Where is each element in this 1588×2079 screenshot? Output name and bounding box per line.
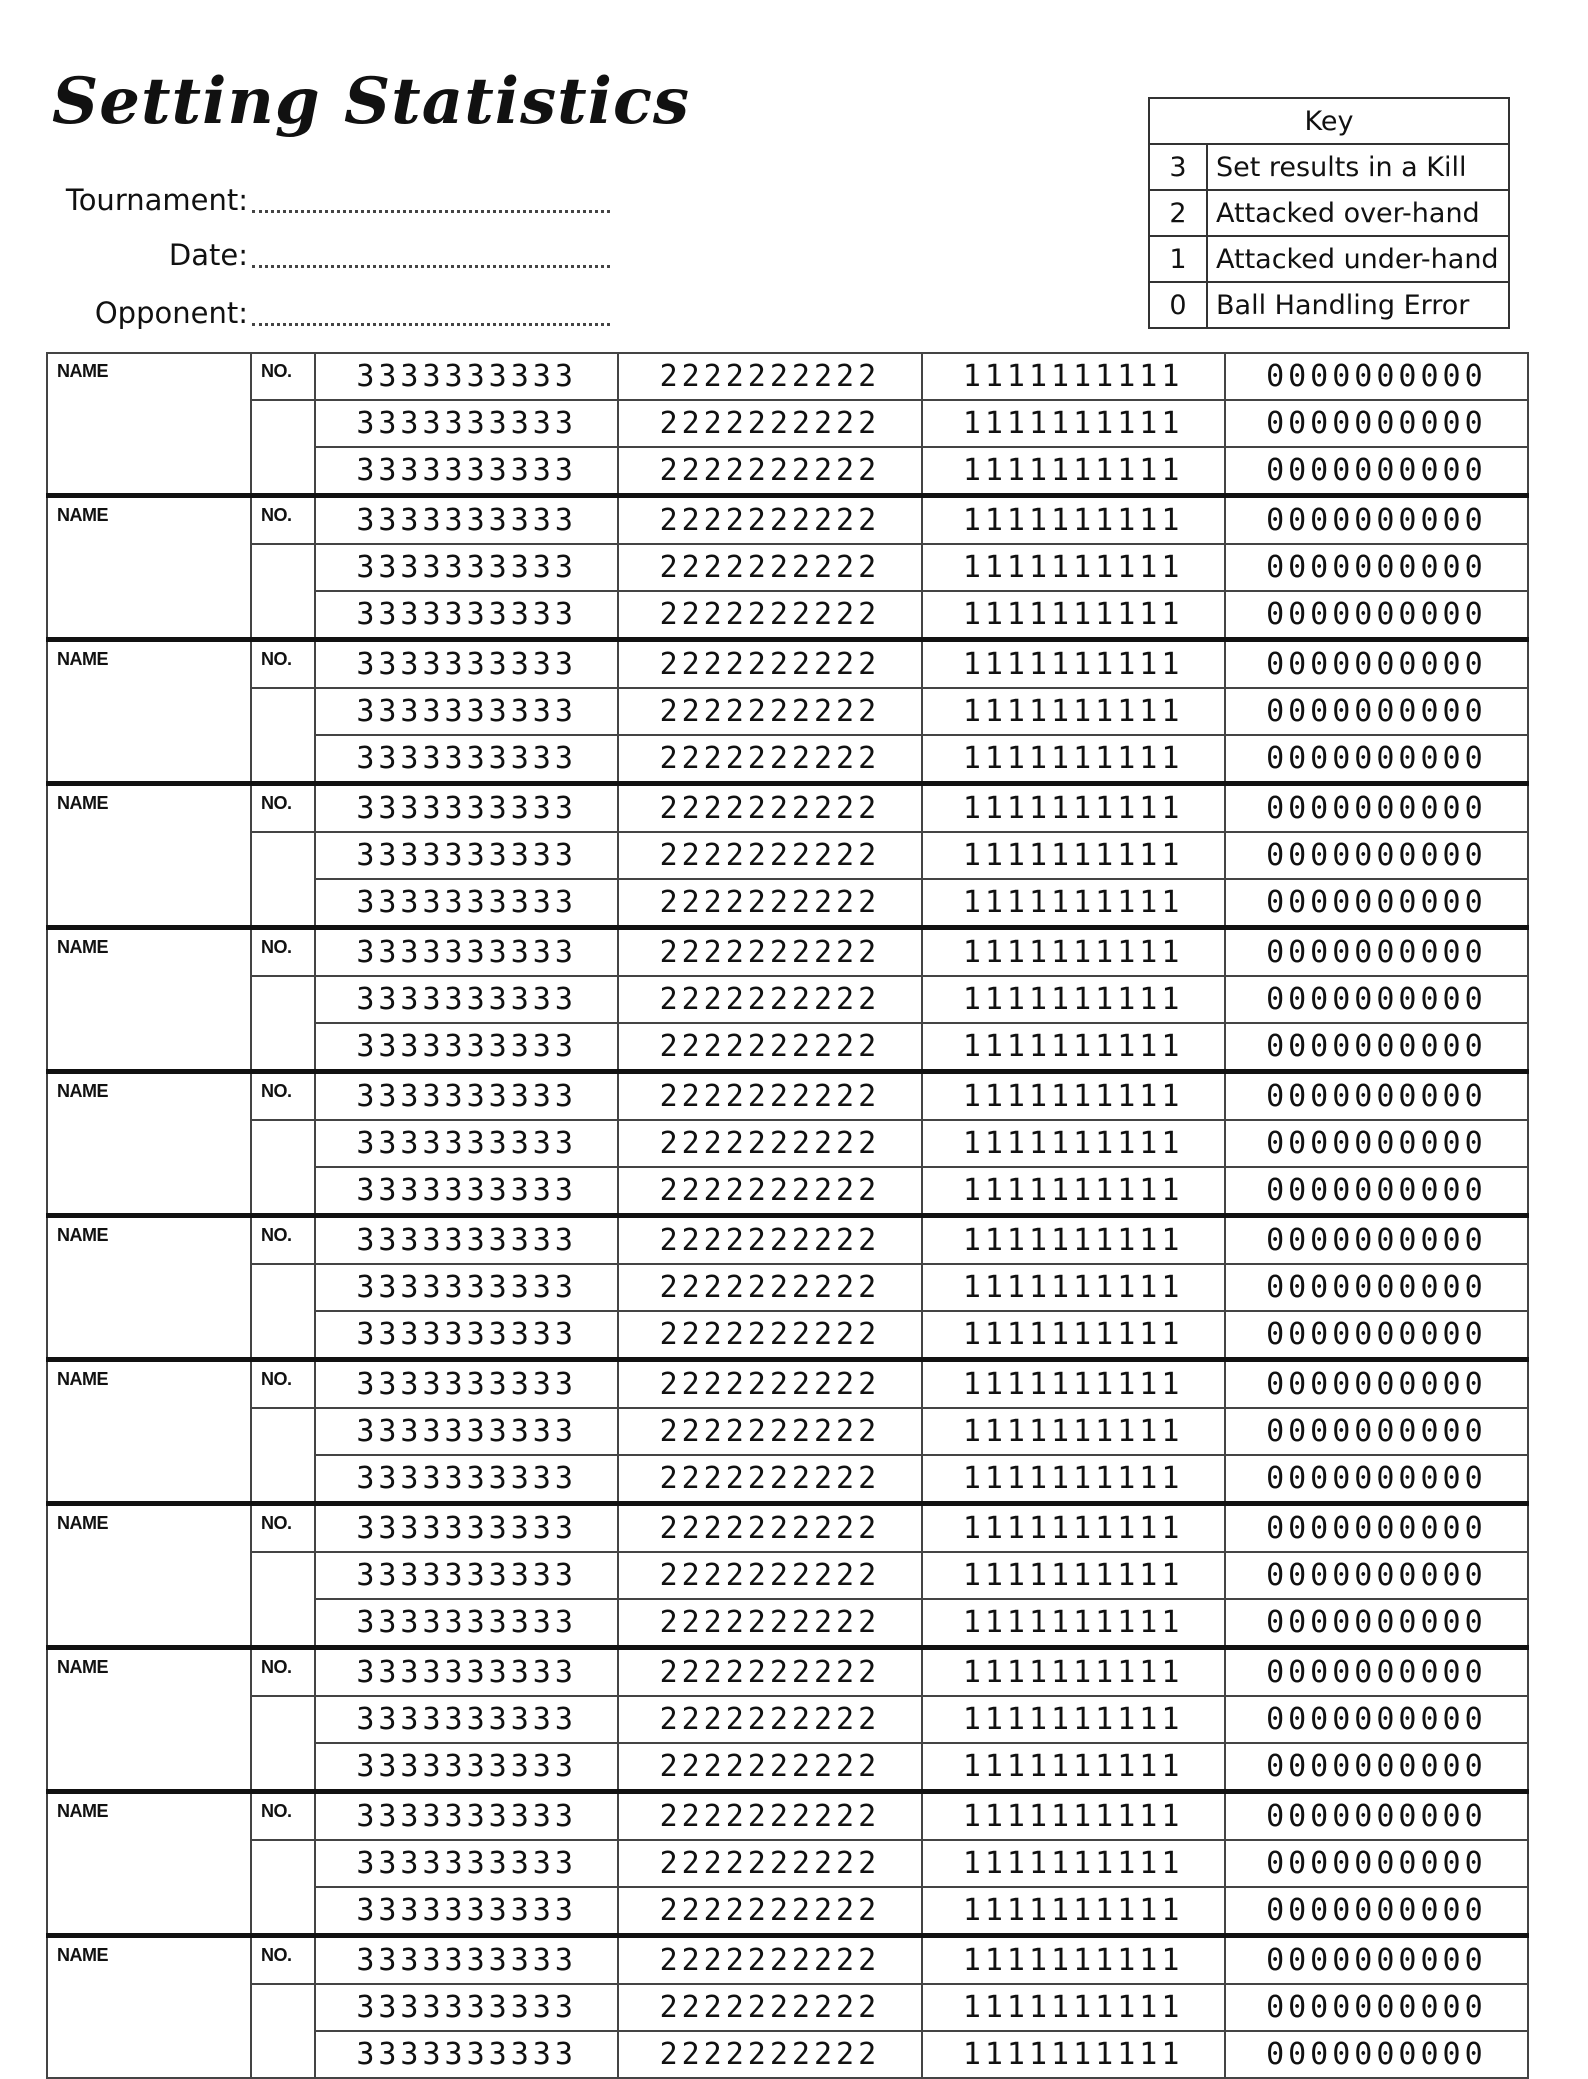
score-tally-2[interactable]: 2222222222 xyxy=(618,879,921,928)
player-name-cell[interactable] xyxy=(47,1504,251,1648)
score-tally-0[interactable]: 0000000000 xyxy=(1225,1936,1528,1985)
score-tally-0[interactable]: 0000000000 xyxy=(1225,496,1528,545)
player-row xyxy=(47,1216,1528,1265)
score-tally-0[interactable]: 0000000000 xyxy=(1225,735,1528,784)
player-row xyxy=(47,784,1528,833)
opponent-field xyxy=(50,296,610,330)
score-tally-0[interactable]: 0000000000 xyxy=(1225,688,1528,735)
score-tally-2[interactable]: 2222222222 xyxy=(618,496,921,545)
score-tally-1[interactable]: 1111111111 xyxy=(922,640,1225,689)
name-label: NAME xyxy=(57,649,108,669)
score-tally-3[interactable]: 3333333333 xyxy=(315,1504,618,1553)
score-tally-1[interactable]: 1111111111 xyxy=(922,1072,1225,1121)
score-tally-2[interactable]: 2222222222 xyxy=(618,784,921,833)
score-tally-2[interactable]: 2222222222 xyxy=(618,1264,921,1311)
score-tally-2[interactable]: 2222222222 xyxy=(618,1984,921,2031)
score-tally-3[interactable]: 3333333333 xyxy=(315,1648,618,1697)
score-tally-3[interactable]: 3333333333 xyxy=(315,1696,618,1743)
player-number-cell[interactable] xyxy=(251,928,315,977)
score-tally-1[interactable]: 1111111111 xyxy=(922,496,1225,545)
score-tally-0[interactable]: 0000000000 xyxy=(1225,447,1528,496)
score-tally-2[interactable]: 2222222222 xyxy=(618,400,921,447)
score-tally-0[interactable]: 0000000000 xyxy=(1225,1743,1528,1792)
score-tally-2[interactable]: 2222222222 xyxy=(618,640,921,689)
player-number-cell[interactable] xyxy=(251,640,315,689)
player-number-entry[interactable] xyxy=(251,1120,315,1216)
key-description: Set results in a Kill xyxy=(1207,144,1509,190)
number-label: NO. xyxy=(261,1657,292,1677)
name-label: NAME xyxy=(57,1513,108,1533)
score-tally-3[interactable]: 3333333333 xyxy=(315,353,618,400)
key-value: 2 xyxy=(1149,190,1207,236)
stats-grid xyxy=(46,352,1529,2079)
player-number-entry[interactable] xyxy=(251,1696,315,1792)
key-description: Ball Handling Error xyxy=(1207,282,1509,328)
score-tally-0[interactable]: 0000000000 xyxy=(1225,400,1528,447)
score-tally-1[interactable]: 1111111111 xyxy=(922,447,1225,496)
score-tally-1[interactable]: 1111111111 xyxy=(922,832,1225,879)
player-row xyxy=(47,1984,1528,2031)
score-tally-3[interactable]: 3333333333 xyxy=(315,1311,618,1360)
score-tally-1[interactable]: 1111111111 xyxy=(922,1840,1225,1887)
player-number-cell[interactable] xyxy=(251,1504,315,1553)
score-tally-0[interactable]: 0000000000 xyxy=(1225,1504,1528,1553)
key-row xyxy=(1149,190,1509,236)
player-number-entry[interactable] xyxy=(251,1984,315,2078)
score-tally-3[interactable]: 3333333333 xyxy=(315,1599,618,1648)
score-tally-0[interactable]: 0000000000 xyxy=(1225,976,1528,1023)
key-row xyxy=(1149,236,1509,282)
score-tally-1[interactable]: 1111111111 xyxy=(922,1311,1225,1360)
player-row xyxy=(47,1120,1528,1167)
tournament-label: Tournament: xyxy=(65,183,248,217)
player-name-cell[interactable] xyxy=(47,1648,251,1792)
score-tally-0[interactable]: 0000000000 xyxy=(1225,2031,1528,2078)
score-tally-3[interactable]: 3333333333 xyxy=(315,1455,618,1504)
player-row xyxy=(47,832,1528,879)
name-label: NAME xyxy=(57,1801,108,1821)
score-tally-0[interactable]: 0000000000 xyxy=(1225,1360,1528,1409)
score-tally-3[interactable]: 3333333333 xyxy=(315,1887,618,1936)
score-tally-3[interactable]: 3333333333 xyxy=(315,832,618,879)
score-tally-2[interactable]: 2222222222 xyxy=(618,1696,921,1743)
number-label: NO. xyxy=(261,1225,292,1245)
score-tally-2[interactable]: 2222222222 xyxy=(618,832,921,879)
score-tally-2[interactable]: 2222222222 xyxy=(618,1840,921,1887)
score-tally-2[interactable]: 2222222222 xyxy=(618,928,921,977)
score-tally-0[interactable]: 0000000000 xyxy=(1225,928,1528,977)
score-tally-1[interactable]: 1111111111 xyxy=(922,1887,1225,1936)
player-name-cell[interactable] xyxy=(47,928,251,1072)
score-tally-2[interactable]: 2222222222 xyxy=(618,976,921,1023)
tournament-field xyxy=(50,183,610,217)
player-row xyxy=(47,1264,1528,1311)
date-label: Date: xyxy=(168,238,248,272)
player-number-entry[interactable] xyxy=(251,832,315,928)
score-tally-0[interactable]: 0000000000 xyxy=(1225,1311,1528,1360)
player-name-cell[interactable] xyxy=(47,784,251,928)
score-tally-2[interactable]: 2222222222 xyxy=(618,1360,921,1409)
player-name-cell[interactable] xyxy=(47,1360,251,1504)
player-number-cell[interactable] xyxy=(251,496,315,545)
number-label: NO. xyxy=(261,1801,292,1821)
score-tally-0[interactable]: 0000000000 xyxy=(1225,1216,1528,1265)
score-tally-3[interactable]: 3333333333 xyxy=(315,1743,618,1792)
score-tally-1[interactable]: 1111111111 xyxy=(922,1504,1225,1553)
player-row xyxy=(47,1552,1528,1599)
score-tally-2[interactable]: 2222222222 xyxy=(618,1072,921,1121)
score-tally-3[interactable]: 3333333333 xyxy=(315,1023,618,1072)
player-row xyxy=(47,496,1528,545)
player-row xyxy=(47,1792,1528,1841)
score-tally-2[interactable]: 2222222222 xyxy=(618,688,921,735)
player-number-entry[interactable] xyxy=(251,400,315,496)
score-tally-0[interactable]: 0000000000 xyxy=(1225,1072,1528,1121)
page-title: Setting Statistics xyxy=(52,64,690,139)
player-number-cell[interactable] xyxy=(251,1648,315,1697)
name-label: NAME xyxy=(57,1657,108,1677)
key-description: Attacked over-hand xyxy=(1207,190,1509,236)
number-label: NO. xyxy=(261,793,292,813)
score-tally-2[interactable]: 2222222222 xyxy=(618,1552,921,1599)
score-tally-2[interactable]: 2222222222 xyxy=(618,1216,921,1265)
key-heading-row xyxy=(1149,98,1509,144)
number-label: NO. xyxy=(261,361,292,381)
score-tally-1[interactable]: 1111111111 xyxy=(922,879,1225,928)
player-number-cell[interactable] xyxy=(251,1792,315,1841)
score-tally-3[interactable]: 3333333333 xyxy=(315,2031,618,2078)
score-tally-1[interactable]: 1111111111 xyxy=(922,1455,1225,1504)
player-number-entry[interactable] xyxy=(251,1408,315,1504)
name-label: NAME xyxy=(57,937,108,957)
player-name-cell[interactable] xyxy=(47,640,251,784)
player-row xyxy=(47,1072,1528,1121)
score-tally-1[interactable]: 1111111111 xyxy=(922,1552,1225,1599)
player-number-cell[interactable] xyxy=(251,1072,315,1121)
player-name-cell[interactable] xyxy=(47,353,251,496)
player-number-cell[interactable] xyxy=(251,1216,315,1265)
player-number-entry[interactable] xyxy=(251,544,315,640)
score-tally-0[interactable]: 0000000000 xyxy=(1225,1599,1528,1648)
score-tally-0[interactable]: 0000000000 xyxy=(1225,784,1528,833)
score-tally-1[interactable]: 1111111111 xyxy=(922,1743,1225,1792)
tournament-input-line[interactable] xyxy=(252,208,610,213)
player-name-cell[interactable] xyxy=(47,1216,251,1360)
number-label: NO. xyxy=(261,649,292,669)
score-tally-1[interactable]: 1111111111 xyxy=(922,2031,1225,2078)
score-tally-1[interactable]: 1111111111 xyxy=(922,976,1225,1023)
score-tally-1[interactable]: 1111111111 xyxy=(922,1167,1225,1216)
score-tally-0[interactable]: 0000000000 xyxy=(1225,1887,1528,1936)
player-number-entry[interactable] xyxy=(251,688,315,784)
player-name-cell[interactable] xyxy=(47,1792,251,1936)
score-tally-0[interactable]: 0000000000 xyxy=(1225,544,1528,591)
key-value: 0 xyxy=(1149,282,1207,328)
score-tally-3[interactable]: 3333333333 xyxy=(315,1264,618,1311)
score-tally-0[interactable]: 0000000000 xyxy=(1225,1120,1528,1167)
score-tally-0[interactable]: 0000000000 xyxy=(1225,1264,1528,1311)
score-tally-3[interactable]: 3333333333 xyxy=(315,1216,618,1265)
player-number-cell[interactable] xyxy=(251,784,315,833)
key-description: Attacked under-hand xyxy=(1207,236,1509,282)
score-tally-3[interactable]: 3333333333 xyxy=(315,928,618,977)
player-row xyxy=(47,688,1528,735)
score-tally-2[interactable]: 2222222222 xyxy=(618,353,921,400)
player-row xyxy=(47,544,1528,591)
number-label: NO. xyxy=(261,505,292,525)
name-label: NAME xyxy=(57,505,108,525)
number-label: NO. xyxy=(261,1081,292,1101)
score-tally-2[interactable]: 2222222222 xyxy=(618,1887,921,1936)
number-label: NO. xyxy=(261,1369,292,1389)
key-heading: Key xyxy=(1149,98,1509,144)
score-tally-1[interactable]: 1111111111 xyxy=(922,688,1225,735)
score-tally-3[interactable]: 3333333333 xyxy=(315,784,618,833)
name-label: NAME xyxy=(57,1945,108,1965)
score-tally-3[interactable]: 3333333333 xyxy=(315,544,618,591)
player-row xyxy=(47,1408,1528,1455)
score-tally-1[interactable]: 1111111111 xyxy=(922,1599,1225,1648)
date-field xyxy=(50,238,610,272)
score-tally-2[interactable]: 2222222222 xyxy=(618,1408,921,1455)
score-tally-2[interactable]: 2222222222 xyxy=(618,447,921,496)
score-tally-3[interactable]: 3333333333 xyxy=(315,688,618,735)
player-number-entry[interactable] xyxy=(251,1552,315,1648)
score-tally-3[interactable]: 3333333333 xyxy=(315,1984,618,2031)
score-tally-2[interactable]: 2222222222 xyxy=(618,1599,921,1648)
player-row xyxy=(47,1936,1528,1985)
player-row xyxy=(47,1648,1528,1697)
player-name-cell[interactable] xyxy=(47,1072,251,1216)
score-tally-1[interactable]: 1111111111 xyxy=(922,784,1225,833)
name-label: NAME xyxy=(57,1081,108,1101)
player-number-entry[interactable] xyxy=(251,1264,315,1360)
player-row xyxy=(47,640,1528,689)
score-tally-3[interactable]: 3333333333 xyxy=(315,400,618,447)
player-row xyxy=(47,1360,1528,1409)
score-tally-0[interactable]: 0000000000 xyxy=(1225,879,1528,928)
opponent-input-line[interactable] xyxy=(252,321,610,326)
score-tally-1[interactable]: 1111111111 xyxy=(922,353,1225,400)
score-tally-1[interactable]: 1111111111 xyxy=(922,591,1225,640)
score-tally-2[interactable]: 2222222222 xyxy=(618,1311,921,1360)
score-tally-0[interactable]: 0000000000 xyxy=(1225,1408,1528,1455)
score-tally-1[interactable]: 1111111111 xyxy=(922,1936,1225,1985)
key-value: 3 xyxy=(1149,144,1207,190)
name-label: NAME xyxy=(57,361,108,381)
score-tally-1[interactable]: 1111111111 xyxy=(922,1120,1225,1167)
score-tally-3[interactable]: 3333333333 xyxy=(315,1072,618,1121)
score-tally-2[interactable]: 2222222222 xyxy=(618,2031,921,2078)
score-tally-1[interactable]: 1111111111 xyxy=(922,1696,1225,1743)
score-tally-1[interactable]: 1111111111 xyxy=(922,1408,1225,1455)
key-row xyxy=(1149,282,1509,328)
score-tally-0[interactable]: 0000000000 xyxy=(1225,640,1528,689)
score-tally-0[interactable]: 0000000000 xyxy=(1225,353,1528,400)
player-number-cell[interactable] xyxy=(251,1360,315,1409)
score-tally-1[interactable]: 1111111111 xyxy=(922,1216,1225,1265)
key-row xyxy=(1149,144,1509,190)
score-tally-0[interactable]: 0000000000 xyxy=(1225,1696,1528,1743)
score-tally-0[interactable]: 0000000000 xyxy=(1225,1792,1528,1841)
score-tally-3[interactable]: 3333333333 xyxy=(315,976,618,1023)
score-tally-2[interactable]: 2222222222 xyxy=(618,1023,921,1072)
score-tally-0[interactable]: 0000000000 xyxy=(1225,1455,1528,1504)
player-row xyxy=(47,928,1528,977)
score-tally-2[interactable]: 2222222222 xyxy=(618,1743,921,1792)
player-row xyxy=(47,353,1528,400)
score-tally-1[interactable]: 1111111111 xyxy=(922,1648,1225,1697)
score-tally-1[interactable]: 1111111111 xyxy=(922,1360,1225,1409)
score-tally-2[interactable]: 2222222222 xyxy=(618,735,921,784)
score-tally-0[interactable]: 0000000000 xyxy=(1225,1023,1528,1072)
score-tally-1[interactable]: 1111111111 xyxy=(922,1264,1225,1311)
score-tally-2[interactable]: 2222222222 xyxy=(618,1792,921,1841)
score-tally-3[interactable]: 3333333333 xyxy=(315,496,618,545)
score-tally-0[interactable]: 0000000000 xyxy=(1225,1840,1528,1887)
score-tally-2[interactable]: 2222222222 xyxy=(618,1504,921,1553)
player-row xyxy=(47,1696,1528,1743)
score-tally-3[interactable]: 3333333333 xyxy=(315,879,618,928)
score-tally-3[interactable]: 3333333333 xyxy=(315,1792,618,1841)
score-tally-3[interactable]: 3333333333 xyxy=(315,1408,618,1455)
score-tally-3[interactable]: 3333333333 xyxy=(315,640,618,689)
score-tally-1[interactable]: 1111111111 xyxy=(922,400,1225,447)
score-tally-0[interactable]: 0000000000 xyxy=(1225,1167,1528,1216)
name-label: NAME xyxy=(57,1369,108,1389)
score-tally-1[interactable]: 1111111111 xyxy=(922,735,1225,784)
player-row xyxy=(47,400,1528,447)
score-tally-3[interactable]: 3333333333 xyxy=(315,1120,618,1167)
number-label: NO. xyxy=(261,937,292,957)
key-table xyxy=(1148,97,1510,329)
score-tally-1[interactable]: 1111111111 xyxy=(922,1792,1225,1841)
score-tally-2[interactable]: 2222222222 xyxy=(618,1455,921,1504)
score-tally-2[interactable]: 2222222222 xyxy=(618,1648,921,1697)
score-tally-1[interactable]: 1111111111 xyxy=(922,544,1225,591)
player-row xyxy=(47,1504,1528,1553)
score-tally-3[interactable]: 3333333333 xyxy=(315,447,618,496)
score-tally-2[interactable]: 2222222222 xyxy=(618,591,921,640)
key-value: 1 xyxy=(1149,236,1207,282)
score-tally-0[interactable]: 0000000000 xyxy=(1225,591,1528,640)
name-label: NAME xyxy=(57,793,108,813)
player-row xyxy=(47,1840,1528,1887)
score-tally-3[interactable]: 3333333333 xyxy=(315,1840,618,1887)
number-label: NO. xyxy=(261,1513,292,1533)
name-label: NAME xyxy=(57,1225,108,1245)
score-tally-1[interactable]: 1111111111 xyxy=(922,928,1225,977)
player-number-cell[interactable] xyxy=(251,1936,315,1985)
score-tally-3[interactable]: 3333333333 xyxy=(315,591,618,640)
score-tally-1[interactable]: 1111111111 xyxy=(922,1023,1225,1072)
score-tally-2[interactable]: 2222222222 xyxy=(618,1936,921,1985)
opponent-label: Opponent: xyxy=(94,296,248,330)
score-tally-3[interactable]: 3333333333 xyxy=(315,735,618,784)
score-tally-0[interactable]: 0000000000 xyxy=(1225,1648,1528,1697)
score-tally-2[interactable]: 2222222222 xyxy=(618,544,921,591)
player-name-cell[interactable] xyxy=(47,1936,251,2079)
score-tally-3[interactable]: 3333333333 xyxy=(315,1167,618,1216)
number-label: NO. xyxy=(261,1945,292,1965)
player-name-cell[interactable] xyxy=(47,496,251,640)
score-tally-0[interactable]: 0000000000 xyxy=(1225,832,1528,879)
player-number-entry[interactable] xyxy=(251,1840,315,1936)
score-tally-0[interactable]: 0000000000 xyxy=(1225,1552,1528,1599)
player-row xyxy=(47,976,1528,1023)
score-tally-1[interactable]: 1111111111 xyxy=(922,1984,1225,2031)
score-tally-3[interactable]: 3333333333 xyxy=(315,1360,618,1409)
score-tally-2[interactable]: 2222222222 xyxy=(618,1120,921,1167)
score-tally-0[interactable]: 0000000000 xyxy=(1225,1984,1528,2031)
score-tally-3[interactable]: 3333333333 xyxy=(315,1936,618,1985)
player-number-entry[interactable] xyxy=(251,976,315,1072)
score-tally-2[interactable]: 2222222222 xyxy=(618,1167,921,1216)
score-tally-3[interactable]: 3333333333 xyxy=(315,1552,618,1599)
player-number-cell[interactable] xyxy=(251,353,315,400)
date-input-line[interactable] xyxy=(252,263,610,268)
